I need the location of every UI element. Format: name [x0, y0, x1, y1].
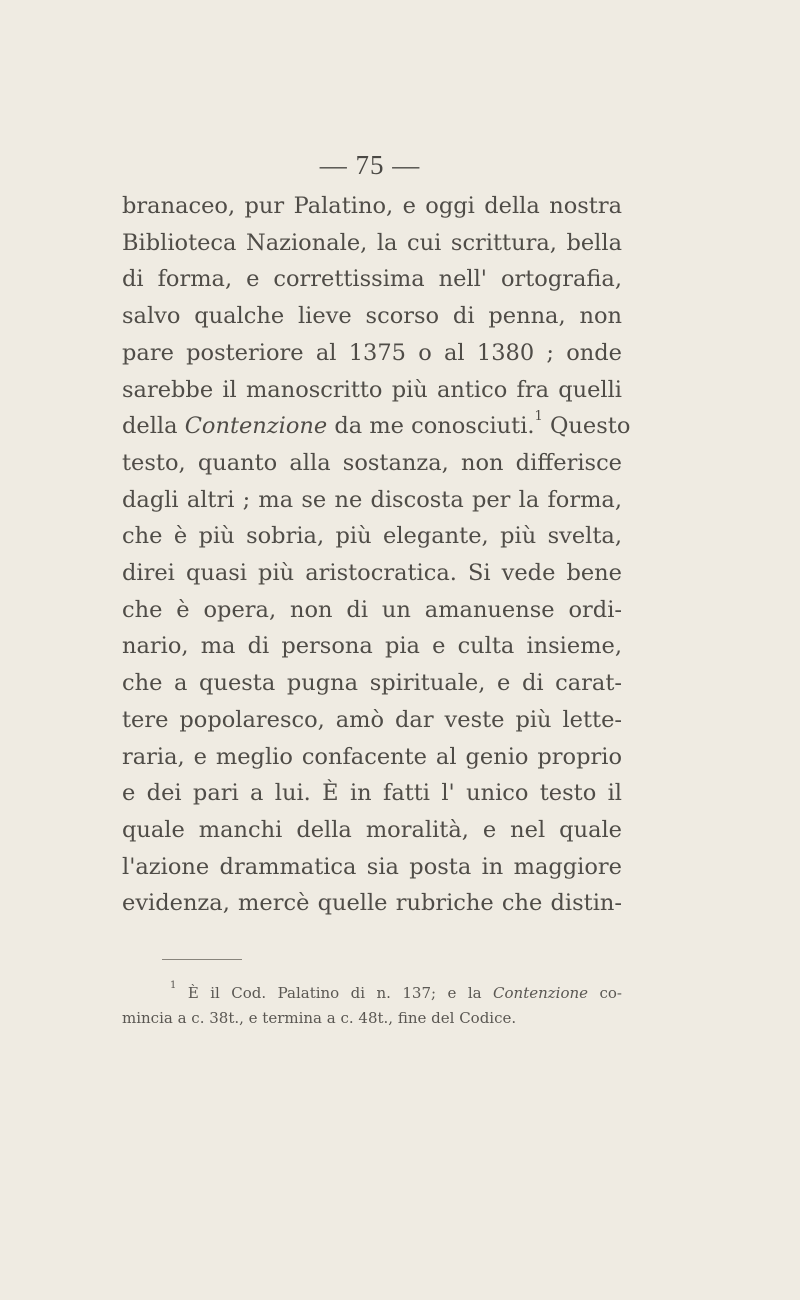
body-text — [122, 188, 631, 922]
text-line: raria, e meglio confacente al genio proprio — [122, 743, 622, 770]
text-line: quale manchi della moralità, e nel quale — [122, 816, 622, 843]
text-line: direi quasi più aristocratica. Si vede bene — [122, 560, 622, 587]
text-line: di forma, e correttissima nell' ortografia, — [122, 266, 622, 293]
text-line: nario, ma di persona pia e culta insieme, — [122, 633, 622, 660]
footnote-marker: 1 — [170, 980, 177, 991]
text-line: pare posteriore al 1375 o al 1380 ; onde — [122, 339, 622, 366]
text-line: l'azione drammatica sia posta in maggiore — [122, 853, 622, 880]
footnote-line: mincia a c. 38t., e termina a c. 48t., fine del Codice. — [122, 1009, 517, 1027]
text-line: che è più sobria, più elegante, più svelta, — [122, 523, 622, 550]
text-line: della Contenzione da me conosciuti.$^1$ Questo — [122, 409, 631, 440]
text-line: salvo qualche lieve scorso di penna, non — [122, 303, 622, 330]
text-line: dagli altri ; ma se ne discosta per la forma, — [122, 486, 622, 513]
text-line: che a questa pugna spirituale, e di carat- — [122, 670, 622, 697]
text-line: sarebbe il manoscritto più antico fra quelli — [122, 376, 622, 403]
text-line: Biblioteca Nazionale, la cui scrittura, bella — [122, 229, 622, 256]
text-line: e dei pari a lui. È in fatti l' unico testo il — [122, 780, 622, 807]
footnote-rule — [162, 959, 242, 960]
text-line: branaceo, pur Palatino, e oggi della nostra — [122, 193, 622, 219]
page-number: — 75 — — [319, 150, 421, 180]
footnote-line: $^1$ È il Cod. Palatino di n. 137; e la Contenzione co- — [170, 980, 622, 1002]
footnote — [122, 981, 622, 1031]
text-line: che è opera, non di un amanuense ordi- — [122, 596, 622, 623]
text-line: testo, quanto alla sostanza, non differisce — [122, 449, 622, 476]
footnote-reference: 1 — [534, 409, 543, 425]
text-line: tere popolaresco, amò dar veste più lette- — [122, 706, 622, 733]
text-line: evidenza, mercè quelle rubriche che distin- — [122, 890, 622, 917]
